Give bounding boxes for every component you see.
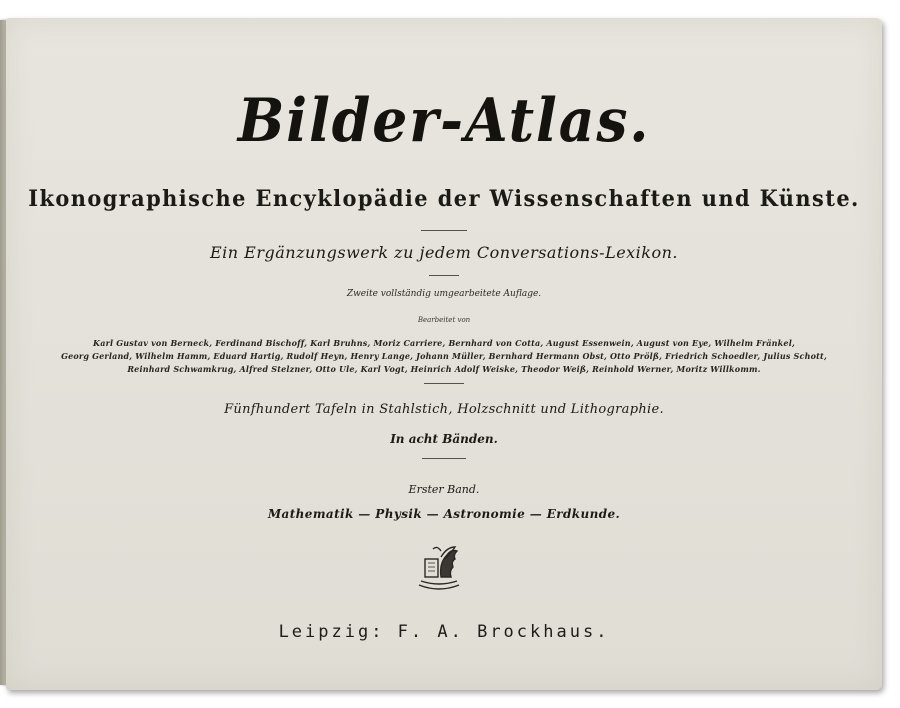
edition-note: Zweite vollständig umgearbeitete Auflage. [346, 289, 542, 299]
volumes-note: In acht Bänden. [390, 432, 498, 446]
plates-description: Fünfhundert Tafeln in Stahlstich, Holzschnitt und Lithographie. [224, 402, 664, 417]
title-page [6, 18, 882, 690]
contributors-line-1: Karl Gustav von Berneck, Ferdinand Bischoff, Karl Bruhns, Moriz Carriere, Bernhard von Cotta, August Essenwein, August von Eye, Wilhelm Fränkel, [93, 338, 795, 348]
page-title: Bilder-Atlas. [237, 86, 651, 156]
contributors-line-2: Georg Gerland, Wilhelm Hamm, Eduard Hartig, Rudolf Heyn, Henry Lange, Johann Müller, Bernhard Hermann Obst, Otto Prölß, Friedrich Schoedler, Julius Schott, [61, 351, 827, 361]
divider-rule [421, 230, 467, 231]
divider-rule [429, 275, 459, 276]
volume-label: Erster Band. [408, 483, 480, 496]
supplement-line: Ein Ergänzungswerk zu jedem Conversations-Lexikon. [209, 243, 679, 262]
divider-rule [422, 458, 466, 459]
contributors-line-3: Reinhard Schwamkrug, Alfred Stelzner, Otto Ule, Karl Vogt, Heinrich Adolf Weiske, Theodor Weiß, Reinhold Werner, Moritz Willkomm. [127, 364, 761, 374]
page-subtitle: Ikonographische Encyklopädie der Wissenschaften und Künste. [28, 186, 860, 212]
edited-by-label: Bearbeitet von [417, 316, 471, 324]
publisher-imprint: Leipzig: F. A. Brockhaus. [278, 622, 610, 642]
publisher-emblem-icon [411, 543, 467, 595]
subjects-line: Mathematik — Physik — Astronomie — Erdkunde. [267, 507, 621, 521]
divider-rule [424, 383, 464, 384]
